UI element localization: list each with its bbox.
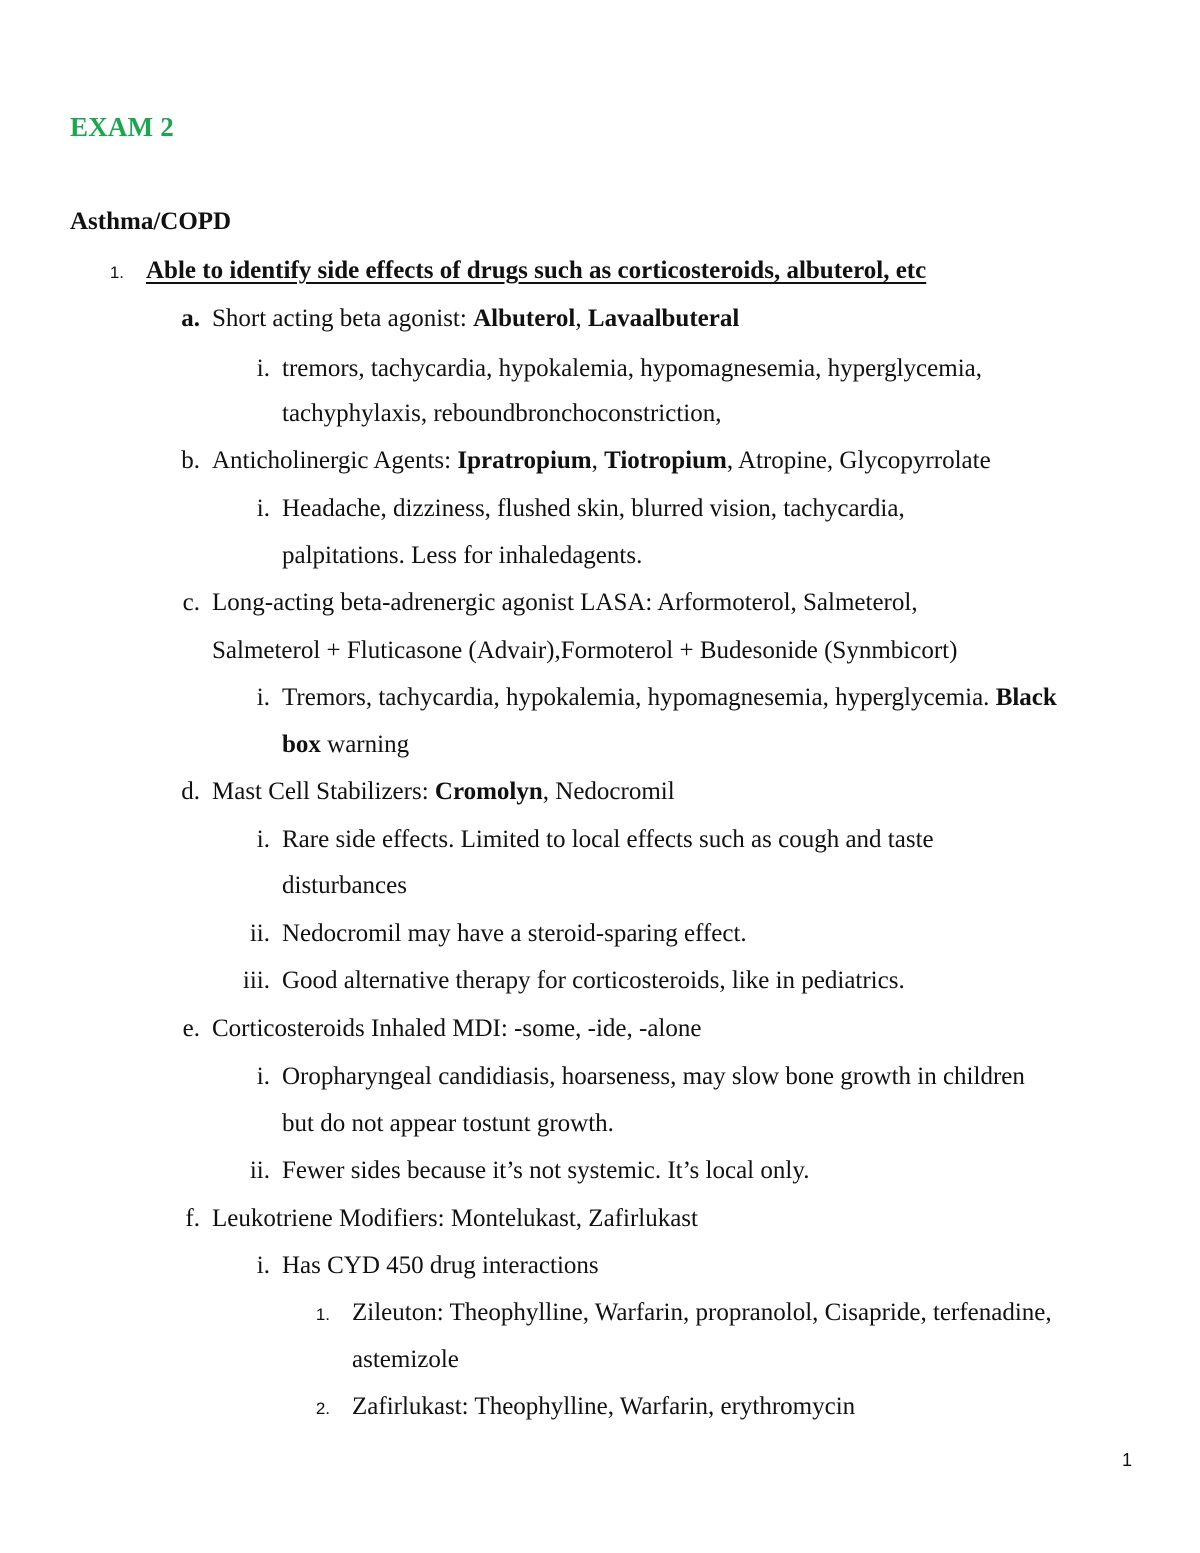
item-e-ii-line1: Fewer sides because it’s not systemic. It’s local only. — [282, 1157, 810, 1184]
item-b-marker: b. — [181, 447, 200, 474]
section-title: Asthma/COPD — [70, 208, 232, 235]
item-e-marker: e. — [182, 1015, 200, 1042]
item-b-label: Anticholinergic Agents: — [212, 447, 458, 474]
item-a-marker: a. — [181, 305, 200, 332]
item-f-n1-line2: astemizole — [352, 1346, 459, 1373]
item-f-n2-line1: Zafirlukast: Theophylline, Warfarin, erythromycin — [352, 1393, 856, 1420]
item-c-i-marker: i. — [256, 684, 270, 711]
item-c-i-warning: warning — [320, 731, 410, 758]
item-b-drug-ipratropium: Ipratropium — [457, 447, 592, 474]
item-f-n1-line1: Zileuton: Theophylline, Warfarin, propranolol, Cisapride, terfenadine, — [352, 1299, 1052, 1326]
item-c-i-text: Tremors, tachycardia, hypokalemia, hypomagnesemia, hyperglycemia. — [282, 684, 996, 711]
item-e-i-marker: i. — [256, 1063, 270, 1090]
item-e-i-line2: but do not appear tostunt growth. — [282, 1110, 614, 1137]
item-a-i-line1: tremors, tachycardia, hypokalemia, hypomagnesemia, hyperglycemia, — [282, 355, 982, 382]
item-b-rest: , Atropine, Glycopyrrolate — [726, 447, 991, 474]
item-b-separator: , — [591, 447, 605, 474]
item-a-drug-albuterol: Albuterol — [473, 305, 576, 332]
item-f-n2-marker: 2. — [315, 1399, 330, 1418]
item-f-i-marker: i. — [256, 1252, 270, 1279]
item-f-line1: Leukotriene Modifiers: Montelukast, Zafirlukast — [212, 1205, 698, 1232]
page-number: 1 — [1122, 1450, 1133, 1470]
item-c-i-box: box — [282, 731, 321, 758]
item-c-i-line1 — [282, 683, 1057, 713]
item-e-ii-marker: ii. — [249, 1157, 270, 1184]
item-a-i-line2: tachyphylaxis, reboundbronchoconstriction, — [282, 400, 722, 427]
item-d-marker: d. — [181, 778, 200, 805]
item-d-label: Mast Cell Stabilizers: — [212, 778, 435, 805]
item-d-text — [212, 777, 675, 807]
question-number: 1. — [109, 263, 124, 282]
item-b-drug-tiotropium: Tiotropium — [604, 447, 727, 474]
item-a-drug-lavaalbuteral: Lavaalbuteral — [587, 305, 740, 332]
item-b-text — [212, 446, 991, 476]
item-d-i-line2: disturbances — [282, 872, 407, 899]
item-d-drug-cromolyn: Cromolyn — [434, 778, 543, 805]
item-c-i-black: Black — [995, 684, 1057, 711]
item-d-ii-marker: ii. — [249, 920, 270, 947]
item-c-line1: Long-acting beta-adrenergic agonist LASA: Arformoterol, Salmeterol, — [212, 589, 918, 616]
item-a-label: Short acting beta agonist: — [212, 305, 474, 332]
item-d-rest: , Nedocromil — [542, 778, 675, 805]
item-d-i-line1: Rare side effects. Limited to local effects such as cough and taste — [282, 826, 934, 853]
item-d-ii-line1: Nedocromil may have a steroid-sparing effect. — [282, 920, 747, 947]
item-b-i-line2: palpitations. Less for inhaledagents. — [282, 542, 643, 569]
item-f-i-line1: Has CYD 450 drug interactions — [282, 1252, 599, 1279]
item-a-separator: , — [575, 305, 588, 332]
item-e-line1: Corticosteroids Inhaled MDI: -some, -ide, -alone — [212, 1015, 702, 1042]
exam-title: EXAM 2 — [70, 112, 174, 142]
item-d-iii-line1: Good alternative therapy for corticosteroids, like in pediatrics. — [282, 967, 905, 994]
question-text: Able to identify side effects of drugs such as corticosteroids, albuterol, etc — [146, 257, 927, 284]
item-b-i-line1: Headache, dizziness, flushed skin, blurred vision, tachycardia, — [282, 495, 905, 522]
item-c-line2: Salmeterol + Fluticasone (Advair),Formoterol + Budesonide (Synmbicort) — [212, 637, 958, 664]
item-b-i-marker: i. — [256, 495, 270, 522]
item-a-text — [212, 304, 739, 334]
item-d-i-marker: i. — [256, 826, 270, 853]
item-e-i-line1: Oropharyngeal candidiasis, hoarseness, may slow bone growth in children — [282, 1063, 1025, 1090]
item-d-iii-marker: iii. — [242, 967, 270, 994]
item-c-i-line2 — [282, 730, 409, 760]
item-f-marker: f. — [185, 1205, 200, 1232]
item-c-marker: c. — [182, 589, 200, 616]
item-f-n1-marker: 1. — [315, 1305, 330, 1324]
item-a-i-marker: i. — [256, 355, 270, 382]
